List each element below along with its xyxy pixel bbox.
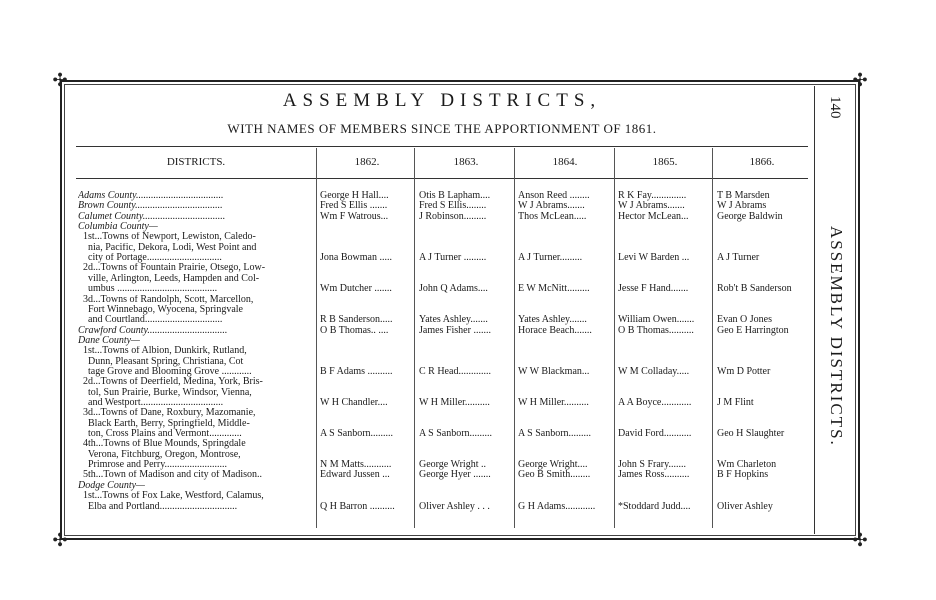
member-name-cell: Horace Beach....... [518,325,592,336]
member-name-cell: Fred S Ellis ....... [320,201,388,212]
district-label: Adams County................................... [78,191,224,201]
member-name-cell: O B Thomas.. .... [320,325,389,336]
member-name-cell: A A Boyce............ [618,398,692,408]
district-label: Dodge County— [78,480,145,491]
member-name-cell: Evan O Jones [717,315,772,326]
member-name-cell: Wm Dutcher ....... [320,284,392,295]
district-label: city of Portage.............................. [78,253,222,264]
column-header: 1865. [652,156,678,168]
district-label: 2d...Towns of Deerfield, Medina, York, Bris- [78,377,263,388]
district-label: Columbia County— [78,222,158,233]
member-name-cell: Thos McLean..... [518,211,587,222]
district-label: 1st...Towns of Newport, Lewiston, Caledo- [78,232,256,243]
member-name-cell: Anson Reed ........ [518,191,590,201]
district-label: nia, Pacific, Dekora, Lodi, West Point and [78,242,257,253]
member-name-cell: A S Sanborn......... [518,429,592,440]
member-name-cell: David Ford........... [618,429,692,440]
table-top-rule [76,146,808,147]
member-name-cell: W M Colladay..... [618,366,690,377]
district-label: Dunn, Pleasant Spring, Christiana, Cot [78,356,244,367]
member-name-cell: Levi W Barden ... [618,253,690,264]
member-name-cell: Rob't B Sanderson [717,284,792,295]
member-name-cell: Otis B Lapham.... [419,191,491,201]
table-header-rule [76,178,808,179]
member-name-cell: W H Chandler.... [320,398,388,408]
member-name-cell: Q H Barron .......... [320,501,395,512]
member-name-cell: George Wright.... [518,460,588,471]
member-name-cell: George Wright .. [419,460,486,471]
column-header: 1862. [354,156,380,168]
member-name-cell: James Fisher ....... [419,325,491,336]
district-label: Calumet County................................. [78,211,226,222]
column-separator [414,148,415,528]
corner-ornament-icon: ✣ [852,530,868,550]
district-label: umbus ........................................ [78,284,218,295]
member-name-cell: George H Hall.... [320,191,389,201]
member-name-cell: John Q Adams.... [419,284,488,295]
district-label: tol, Sun Prairie, Burke, Windsor, Vienna, [78,387,252,398]
district-label: Crawford County................................ [78,325,228,336]
member-name-cell: Yates Ashley....... [518,315,587,326]
member-name-cell: A J Turner......... [518,253,583,264]
member-name-cell: George Baldwin [717,211,783,222]
member-name-cell: W H Miller.......... [518,398,589,408]
member-name-cell: O B Thomas.......... [618,325,694,336]
corner-ornament-icon: ✣ [852,70,868,90]
district-label: Fort Winnebago, Wyocena, Springvale [78,304,243,315]
district-label: 1st...Towns of Fox Lake, Westford, Calamus, [78,491,264,502]
member-name-cell: William Owen....... [618,315,695,326]
member-name-cell: A S Sanborn......... [320,429,394,440]
member-name-cell: T B Marsden [717,191,770,201]
member-name-cell: B F Hopkins [717,470,769,481]
member-name-cell: Geo B Smith........ [518,470,591,481]
member-name-cell: Oliver Ashley [717,501,773,512]
column-header: DISTRICTS. [166,156,226,168]
district-label: 3d...Towns of Randolph, Scott, Marcellon, [78,294,254,305]
running-head: ASSEMBLY DISTRICTS. [827,226,846,447]
member-name-cell: W J Abrams [717,201,767,212]
member-name-cell: Jona Bowman ..... [320,253,392,264]
member-name-cell: Jesse F Hand....... [618,284,689,295]
member-name-cell: R B Sanderson..... [320,315,393,326]
district-label: and Courtland............................... [78,315,223,326]
district-label: ville, Arlington, Leeds, Hampden and Col- [78,273,260,284]
member-name-cell: *Stoddard Judd.... [618,501,691,512]
column-header: 1863. [453,156,479,168]
district-label: Dane County— [78,335,140,346]
member-name-cell: John S Frary....... [618,460,686,471]
margin-divider [814,86,815,534]
page-subtitle: WITH NAMES OF MEMBERS SINCE THE APPORTIONMENT OF 1861. [227,121,657,136]
member-name-cell: Geo E Harrington [717,325,789,336]
column-separator [316,148,317,528]
member-name-cell: Wm F Watrous... [320,211,389,222]
member-name-cell: R K Fay.............. [618,191,687,201]
district-label: 1st...Towns of Albion, Dunkirk, Rutland, [78,346,247,357]
column-separator [514,148,515,528]
member-name-cell: N M Matts........... [320,460,392,471]
member-name-cell: B F Adams .......... [320,366,393,377]
member-name-cell: A S Sanborn......... [419,429,493,440]
member-name-cell: Wm Charleton [717,460,777,471]
district-label: Primrose and Perry......................... [78,460,228,471]
district-label: Verona, Fitchburg, Oregon, Montrose, [78,449,241,460]
district-label: ton, Cross Plains and Vermont............. [78,429,242,440]
column-header: 1864. [552,156,578,168]
district-label: tage Grove and Blooming Grove ............ [78,366,252,377]
member-name-cell: J Robinson......... [419,211,487,222]
district-label: 3d...Towns of Dane, Roxbury, Mazomanie, [78,408,256,419]
member-name-cell: W W Blackman... [518,366,590,377]
district-label: Brown County................................... [78,201,223,212]
district-label: Elba and Portland............................... [78,501,238,512]
column-header: 1866. [749,156,775,168]
member-name-cell: W J Abrams....... [618,201,685,212]
corner-ornament-icon: ✣ [52,70,68,90]
column-separator [712,148,713,528]
member-name-cell: C R Head............. [419,366,491,377]
district-label: and Westport................................. [78,398,224,408]
member-name-cell: E W McNitt......... [518,284,590,295]
member-name-cell: A J Turner [717,253,760,264]
member-name-cell: W J Abrams....... [518,201,585,212]
member-name-cell: Edward Jussen ... [320,470,390,481]
member-name-cell: Geo H Slaughter [717,429,785,440]
member-name-cell: J M Flint [717,398,754,408]
corner-ornament-icon: ✣ [52,530,68,550]
member-name-cell: Wm D Potter [717,366,771,377]
member-name-cell: George Hyer ....... [419,470,491,481]
district-label: 2d...Towns of Fountain Prairie, Otsego, Low- [78,263,266,274]
member-name-cell: Yates Ashley....... [419,315,488,326]
member-name-cell: James Ross.......... [618,470,690,481]
column-separator [614,148,615,528]
member-name-cell: A J Turner ......... [419,253,487,264]
district-label: 4th...Towns of Blue Mounds, Springdale [78,439,246,450]
page-title: ASSEMBLY DISTRICTS, [282,90,602,111]
member-name-cell: Oliver Ashley . . . [419,501,490,512]
district-label: 5th...Town of Madison and city of Madison.. [78,470,263,481]
member-name-cell: W H Miller.......... [419,398,490,408]
member-name-cell: Hector McLean... [618,211,689,222]
district-label: Black Earth, Berry, Springfield, Middle- [78,418,250,429]
page-number: 140 [827,96,843,119]
member-name-cell: Fred S Ellis........ [419,201,487,212]
member-name-cell: G H Adams............ [518,501,596,512]
